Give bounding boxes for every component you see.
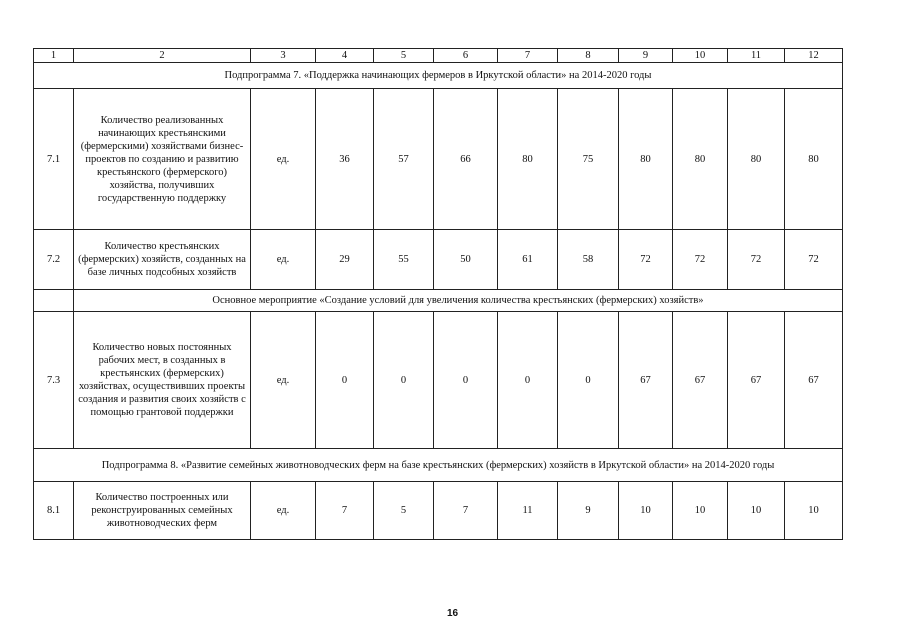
indicator-name: Количество крестьянских (фермерских) хозяйств, созданных на базе личных подсобных хозяйств [74,230,251,290]
indicator-name: Количество новых постоянных рабочих мест, в созданных в крестьянских (фермерских) хозяйствах, осуществивших проекты создания и развития своих хозяйств с помощью грантовой поддержки [74,312,251,449]
indicator-name: Количество построенных или реконструированных семейных животноводческих ферм [74,482,251,540]
column-number: 2 [74,49,251,63]
table-row [34,89,843,230]
value-cell: 9 [558,482,619,540]
value-cell: 7 [434,482,498,540]
value-cell: 0 [316,312,374,449]
value-cell: 72 [673,230,728,290]
row-number: 7.2 [34,230,74,290]
value-cell: 67 [728,312,785,449]
value-cell: 58 [558,230,619,290]
table-row [34,482,843,540]
value-cell: 10 [728,482,785,540]
value-cell: 80 [619,89,673,230]
column-number: 8 [558,49,619,63]
value-cell: 10 [673,482,728,540]
column-number: 11 [728,49,785,63]
table-row [34,312,843,449]
column-number: 6 [434,49,498,63]
row-number: 8.1 [34,482,74,540]
value-cell: 0 [558,312,619,449]
value-cell: 66 [434,89,498,230]
column-number: 5 [374,49,434,63]
value-cell: 57 [374,89,434,230]
value-cell: 10 [785,482,843,540]
value-cell: 11 [498,482,558,540]
value-cell: 67 [785,312,843,449]
value-cell: 36 [316,89,374,230]
value-cell: 50 [434,230,498,290]
value-cell: 0 [434,312,498,449]
column-number: 9 [619,49,673,63]
empty-cell [34,290,74,312]
value-cell: 0 [498,312,558,449]
value-cell: 67 [619,312,673,449]
table-row [34,230,843,290]
value-cell: 10 [619,482,673,540]
value-cell: 5 [374,482,434,540]
indicator-name: Количество реализованных начинающих крестьянскими (фермерскими) хозяйствами бизнес-проектов по созданию и развитию крестьянского (фермерского) хозяйства, получивших государственную поддержку [74,89,251,230]
subprogram-8-row [34,449,843,482]
value-cell: 80 [498,89,558,230]
unit-cell: ед. [251,482,316,540]
subprogram-8-title: Подпрограмма 8. «Развитие семейных животноводческих ферм на базе крестьянских (фермерских) хозяйств в Иркутской области» на 2014-2020 годы [34,449,843,482]
unit-cell: ед. [251,230,316,290]
row-number: 7.1 [34,89,74,230]
indicators-table [33,48,843,540]
value-cell: 80 [785,89,843,230]
value-cell: 80 [728,89,785,230]
subprogram-7-title: Подпрограмма 7. «Поддержка начинающих фермеров в Иркутской области» на 2014-2020 годы [34,63,843,89]
value-cell: 55 [374,230,434,290]
value-cell: 67 [673,312,728,449]
subprogram-7-row [34,63,843,89]
unit-cell: ед. [251,312,316,449]
value-cell: 75 [558,89,619,230]
value-cell: 7 [316,482,374,540]
unit-cell: ед. [251,89,316,230]
value-cell: 80 [673,89,728,230]
value-cell: 61 [498,230,558,290]
value-cell: 72 [785,230,843,290]
value-cell: 72 [619,230,673,290]
column-number-row [34,49,843,63]
column-number: 4 [316,49,374,63]
row-number: 7.3 [34,312,74,449]
column-number: 12 [785,49,843,63]
value-cell: 72 [728,230,785,290]
main-event-row [34,290,843,312]
main-event-title: Основное мероприятие «Создание условий для увеличения количества крестьянских (фермерских) хозяйств» [74,290,843,312]
value-cell: 29 [316,230,374,290]
column-number: 10 [673,49,728,63]
column-number: 1 [34,49,74,63]
column-number: 3 [251,49,316,63]
value-cell: 0 [374,312,434,449]
column-number: 7 [498,49,558,63]
page-number: 16 [446,608,459,619]
